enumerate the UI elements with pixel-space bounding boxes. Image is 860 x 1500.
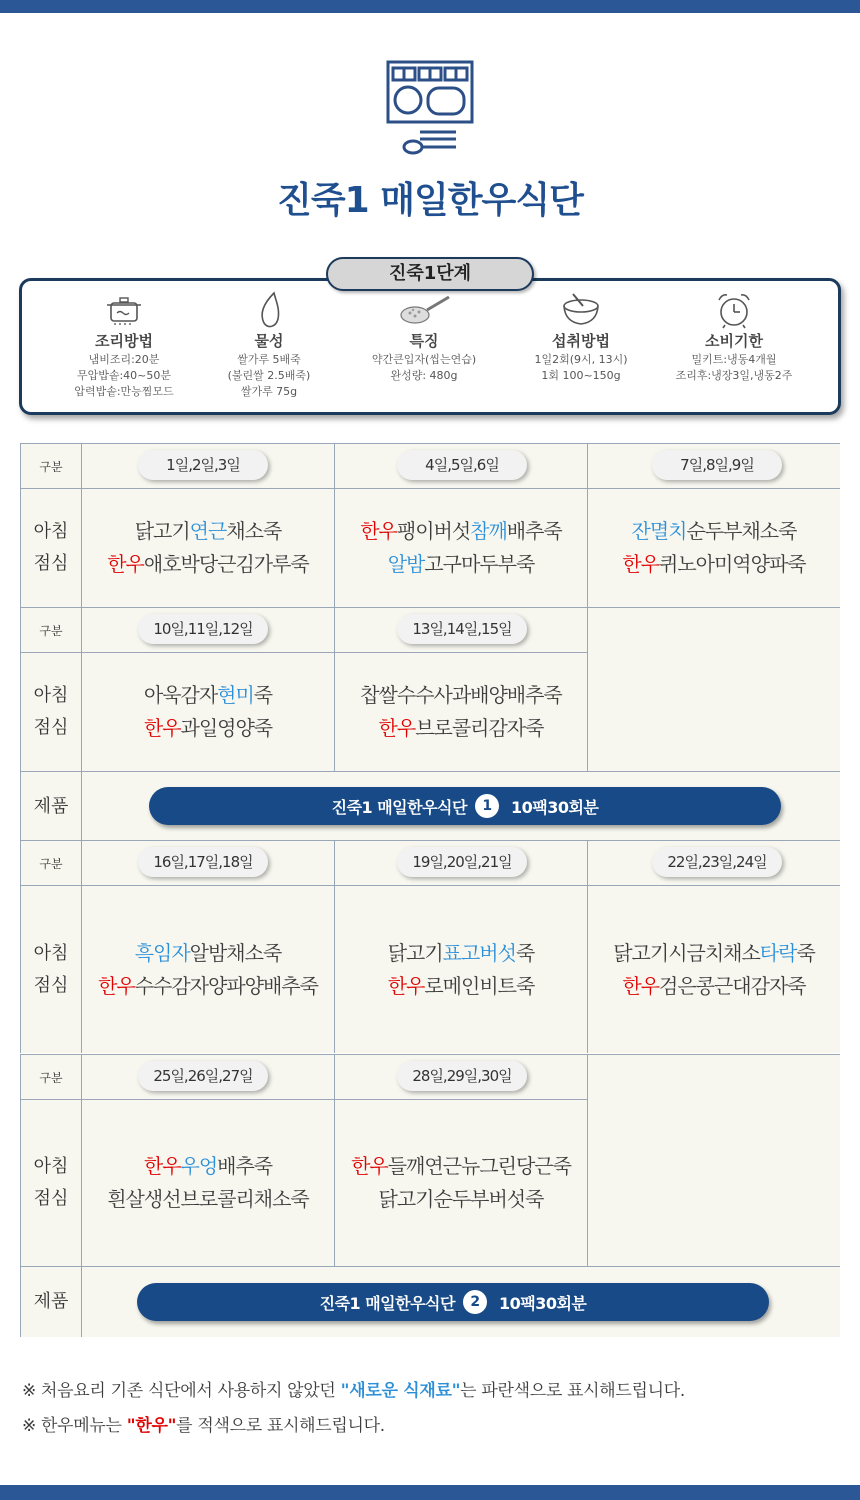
menu-text: 죽 bbox=[253, 683, 273, 707]
lunch-label: 점심 bbox=[33, 1188, 69, 1209]
new-ingredient-highlight: 우엉 bbox=[180, 1154, 218, 1178]
menu-cell bbox=[82, 886, 335, 1053]
menu-lunch bbox=[622, 970, 805, 1003]
menu-breakfast bbox=[632, 515, 797, 548]
info-line: 압력밥솥:만능찜모드 bbox=[74, 385, 174, 398]
info-cooking-method bbox=[44, 290, 204, 400]
empty-cell bbox=[588, 1055, 840, 1267]
menu-text: 채소죽 bbox=[226, 519, 282, 543]
menu-lunch bbox=[379, 1183, 544, 1216]
menu-text: 고구마두부죽 bbox=[424, 552, 535, 576]
category-label: 구분 bbox=[21, 841, 82, 886]
new-ingredient-highlight: 알밤 bbox=[387, 552, 425, 576]
info-heading: 섭취방법 bbox=[552, 332, 610, 350]
new-ingredient-highlight: 표고버섯 bbox=[442, 940, 516, 965]
menu-text: 수수감자양파양배추죽 bbox=[134, 973, 318, 998]
info-feature bbox=[344, 290, 504, 384]
product-cell bbox=[82, 772, 840, 841]
note-new-ingredients bbox=[22, 1376, 685, 1401]
meal-label-cell bbox=[21, 886, 82, 1053]
info-line: 완성량: 480g bbox=[390, 369, 458, 382]
hanwoo-highlight: 한우 bbox=[98, 973, 135, 998]
new-ingredient-highlight: 흑임자 bbox=[134, 940, 190, 965]
info-heading: 특징 bbox=[409, 332, 439, 350]
lunch-label: 점심 bbox=[33, 553, 69, 574]
info-line: 쌀가루 75g bbox=[240, 385, 298, 398]
hanwoo-highlight: 한우 bbox=[622, 973, 660, 998]
day-cell bbox=[82, 444, 335, 489]
menu-text: 검은콩근대감자죽 bbox=[659, 973, 806, 998]
new-ingredient-highlight: 타락 bbox=[759, 940, 797, 965]
menu-text: 아욱감자 bbox=[143, 683, 218, 707]
menu-text: 닭고기순두부버섯죽 bbox=[378, 1187, 544, 1211]
menu-text: 닭고기시금치채소 bbox=[613, 940, 760, 965]
info-line: 밀키트:냉동4개월 bbox=[691, 353, 777, 366]
menu-text: 닭고기 bbox=[387, 940, 443, 965]
breakfast-label: 아침 bbox=[33, 685, 69, 706]
day-range-pill: 19일,20일,21일 bbox=[397, 847, 527, 877]
category-label: 구분 bbox=[21, 444, 82, 489]
menu-table-1 bbox=[20, 443, 840, 841]
menu-text: 흰살생선브로콜리채소죽 bbox=[107, 1187, 309, 1211]
lunch-label: 점심 bbox=[33, 717, 69, 738]
menu-cell bbox=[335, 886, 588, 1053]
day-range-pill: 16일,17일,18일 bbox=[138, 847, 268, 877]
day-cell bbox=[335, 444, 588, 489]
menu-table-2 bbox=[20, 840, 840, 1053]
day-range-pill: 13일,14일,15일 bbox=[397, 614, 527, 644]
breakfast-label: 아침 bbox=[33, 942, 69, 964]
new-ingredient-highlight: 연근 bbox=[189, 519, 227, 543]
product-bar-2[interactable] bbox=[137, 1283, 769, 1321]
menu-text: 닭고기 bbox=[134, 519, 190, 543]
menu-breakfast bbox=[360, 515, 562, 548]
product-name: 진죽1 매일한우식단 bbox=[331, 797, 467, 817]
info-line: 1일2회(9시, 13시) bbox=[534, 353, 628, 366]
menu-cell bbox=[82, 1100, 335, 1267]
menu-text: 배추죽 bbox=[217, 1154, 273, 1178]
lunch-label: 점심 bbox=[33, 974, 69, 996]
note-highlight-blue: "새로운 식재료" bbox=[340, 1381, 461, 1401]
menu-cell bbox=[588, 886, 840, 1053]
menu-text: 찹쌀수수사과배양배추죽 bbox=[360, 683, 562, 707]
menu-cell bbox=[588, 489, 840, 608]
meal-label-cell bbox=[21, 489, 82, 608]
info-heading: 소비기한 bbox=[705, 332, 763, 350]
menu-lunch bbox=[622, 548, 805, 581]
menu-text: 과일영양죽 bbox=[180, 716, 273, 740]
info-line: 냄비조리:20분 bbox=[88, 353, 160, 366]
day-cell bbox=[588, 444, 840, 489]
product-quantity: 10팩30회분 bbox=[498, 1293, 587, 1313]
hanwoo-highlight: 한우 bbox=[143, 716, 181, 740]
menu-breakfast bbox=[144, 679, 272, 712]
product-label: 제품 bbox=[21, 1267, 82, 1337]
menu-text: 로메인비트죽 bbox=[424, 973, 535, 998]
info-heading: 물성 bbox=[254, 332, 284, 350]
bowl-icon bbox=[561, 292, 601, 328]
day-cell bbox=[588, 841, 840, 886]
hanwoo-highlight: 한우 bbox=[143, 1154, 181, 1178]
menu-lunch bbox=[388, 548, 535, 581]
menu-lunch bbox=[107, 548, 309, 581]
info-line: 1회 100~150g bbox=[541, 369, 621, 382]
note-text: ※ 처음요리 기존 식단에서 사용하지 않았던 bbox=[22, 1381, 341, 1401]
menu-text: 팽이버섯 bbox=[396, 519, 471, 543]
menu-breakfast bbox=[351, 1150, 571, 1183]
info-intake bbox=[501, 290, 661, 384]
menu-text: 브로콜리감자죽 bbox=[415, 716, 544, 740]
day-range-pill: 25일,26일,27일 bbox=[138, 1061, 268, 1091]
menu-breakfast bbox=[388, 937, 535, 970]
meal-tray-icon bbox=[386, 60, 474, 156]
note-hanwoo-menu bbox=[22, 1411, 385, 1436]
hanwoo-highlight: 한우 bbox=[622, 552, 660, 576]
alarm-clock-icon bbox=[715, 291, 753, 329]
note-text: 는 파란색으로 표시해드립니다. bbox=[460, 1381, 686, 1401]
menu-table-3 bbox=[20, 1054, 840, 1337]
menu-breakfast bbox=[135, 937, 282, 970]
breakfast-label: 아침 bbox=[33, 1156, 69, 1177]
menu-text: 죽 bbox=[796, 940, 815, 965]
day-cell bbox=[335, 608, 588, 653]
bottom-bar bbox=[0, 1485, 860, 1500]
menu-cell bbox=[335, 1100, 588, 1267]
info-expiry bbox=[654, 290, 814, 384]
empty-cell bbox=[588, 608, 840, 772]
product-number-badge: 2 bbox=[463, 1290, 487, 1314]
category-label: 구분 bbox=[21, 1055, 82, 1100]
hanwoo-highlight: 한우 bbox=[360, 519, 397, 543]
hanwoo-highlight: 한우 bbox=[107, 552, 144, 576]
product-label: 제품 bbox=[21, 772, 82, 841]
product-name: 진죽1 매일한우식단 bbox=[319, 1293, 455, 1313]
category-label: 구분 bbox=[21, 608, 82, 653]
pot-icon bbox=[105, 293, 143, 327]
note-text: 를 적색으로 표시해드립니다. bbox=[176, 1416, 385, 1436]
menu-cell bbox=[335, 489, 588, 608]
day-range-pill: 7일,8일,9일 bbox=[652, 450, 782, 480]
product-cell bbox=[82, 1267, 840, 1337]
top-bar bbox=[0, 0, 860, 13]
info-heading: 조리방법 bbox=[95, 332, 153, 350]
menu-cell bbox=[82, 653, 335, 772]
menu-text: 배추죽 bbox=[506, 519, 562, 543]
product-quantity: 10팩30회분 bbox=[510, 797, 599, 817]
product-bar-1[interactable] bbox=[149, 787, 781, 825]
menu-cell bbox=[82, 489, 335, 608]
day-range-pill: 28일,29일,30일 bbox=[397, 1061, 527, 1091]
menu-text: 순두부채소죽 bbox=[686, 519, 797, 543]
note-highlight-red: "한우" bbox=[126, 1416, 177, 1436]
day-cell bbox=[82, 841, 335, 886]
info-line: 약간큰입자(씹는연습) bbox=[371, 353, 477, 366]
menu-lunch bbox=[144, 712, 272, 745]
hanwoo-highlight: 한우 bbox=[387, 973, 425, 998]
menu-lunch bbox=[379, 712, 544, 745]
menu-breakfast bbox=[135, 515, 282, 548]
menu-breakfast bbox=[144, 1150, 272, 1183]
menu-text: 들깨연근뉴그린당근죽 bbox=[387, 1154, 571, 1178]
day-cell bbox=[82, 1055, 335, 1100]
menu-text: 알밤채소죽 bbox=[189, 940, 282, 965]
hanwoo-highlight: 한우 bbox=[378, 716, 416, 740]
new-ingredient-highlight: 현미 bbox=[217, 683, 254, 707]
day-range-pill: 4일,5일,6일 bbox=[397, 450, 527, 480]
day-cell bbox=[335, 1055, 588, 1100]
menu-text: 죽 bbox=[515, 940, 535, 965]
day-range-pill: 22일,23일,24일 bbox=[652, 847, 782, 877]
menu-breakfast bbox=[613, 937, 815, 970]
hanwoo-highlight: 한우 bbox=[351, 1154, 388, 1178]
day-cell bbox=[335, 841, 588, 886]
info-texture bbox=[189, 290, 349, 400]
info-line: 무압밥솥:40~50분 bbox=[76, 369, 172, 382]
new-ingredient-highlight: 참깨 bbox=[470, 519, 507, 543]
rice-spoon-icon bbox=[397, 293, 451, 327]
meal-label-cell bbox=[21, 1100, 82, 1267]
water-drop-icon bbox=[256, 291, 282, 329]
day-range-pill: 1일,2일,3일 bbox=[138, 450, 268, 480]
info-line: (불린쌀 2.5배죽) bbox=[227, 369, 311, 382]
menu-lunch bbox=[388, 970, 535, 1003]
day-cell bbox=[82, 608, 335, 653]
day-range-pill: 10일,11일,12일 bbox=[138, 614, 268, 644]
stage-label: 진죽1단계 bbox=[326, 257, 534, 291]
page-title: 진죽1 매일한우식단 bbox=[277, 180, 583, 221]
menu-text: 퀴노아미역양파죽 bbox=[659, 552, 806, 576]
menu-text: 애호박당근김가루죽 bbox=[143, 552, 309, 576]
new-ingredient-highlight: 잔멸치 bbox=[631, 519, 687, 543]
menu-breakfast bbox=[360, 679, 562, 712]
meal-label-cell bbox=[21, 653, 82, 772]
breakfast-label: 아침 bbox=[33, 521, 69, 542]
note-text: ※ 한우메뉴는 bbox=[22, 1416, 127, 1436]
info-line: 쌀가루 5배죽 bbox=[237, 353, 301, 366]
menu-lunch bbox=[107, 1183, 309, 1216]
menu-lunch bbox=[98, 970, 318, 1003]
info-line: 조리후:냉장3일,냉동2주 bbox=[675, 369, 793, 382]
menu-cell bbox=[335, 653, 588, 772]
product-number-badge: 1 bbox=[475, 794, 499, 818]
